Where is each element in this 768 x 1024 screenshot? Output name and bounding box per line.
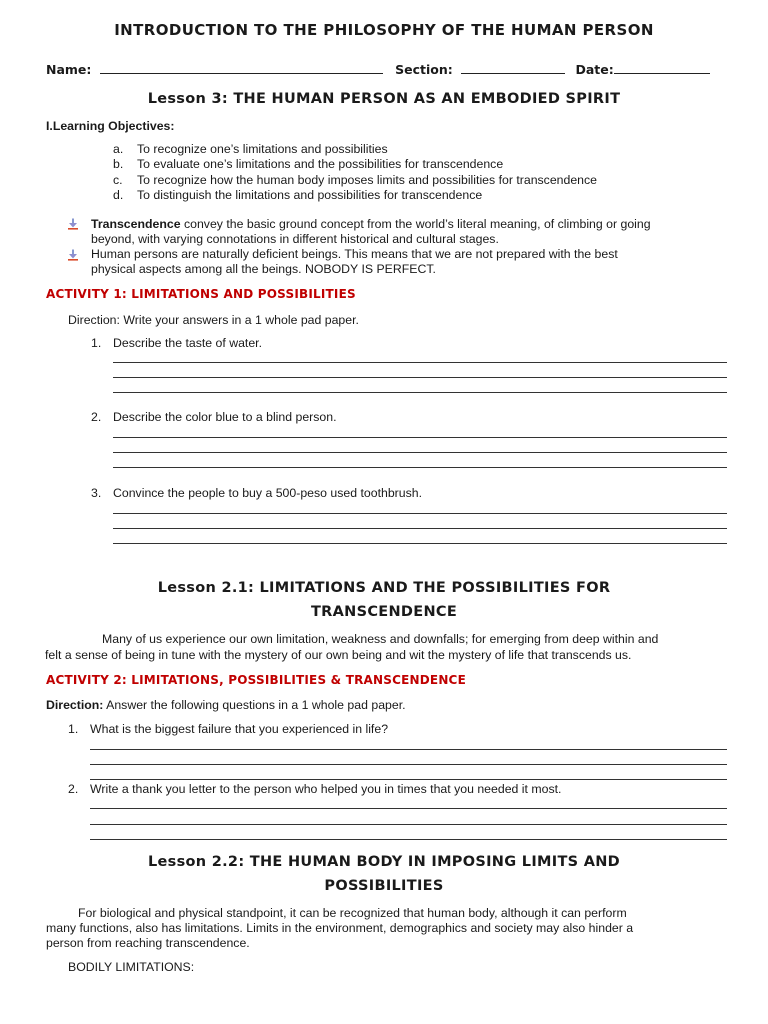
activity-1-item-question: Describe the taste of water. [113, 336, 263, 350]
answer-line [113, 377, 727, 378]
lesson-2-2-heading-line-2: POSSIBILITIES [324, 878, 444, 894]
document-title: INTRODUCTION TO THE PHILOSOPHY OF THE HUMAN PERSON [114, 21, 654, 39]
lesson-2-1-paragraph-line-1: Many of us experience our own limitation, weakness and downfalls; for emerging from deep within and [102, 632, 659, 646]
transcendence-definition: convey the basic ground concept from the world’s literal meaning, of climbing or going [180, 217, 651, 231]
answer-line [90, 824, 727, 825]
answer-line [90, 808, 727, 809]
answer-line [90, 764, 727, 765]
direction-label: Direction: [46, 698, 104, 712]
objective-text-c: To recognize how the human body imposes limits and possibilities for transcendence [137, 173, 598, 187]
lesson-2-2-paragraph-line-1: For biological and physical standpoint, it can be recognized that human body, although it can perform [78, 906, 627, 920]
lesson-3-prefix: Lesson 3: [147, 91, 228, 107]
direction-text: Answer the following questions in a 1 whole pad paper. [103, 698, 406, 712]
activity-1-item-number: 1. [91, 336, 102, 350]
objective-marker-d: d. [113, 188, 124, 202]
transcendence-paragraph-line-2: beyond, with varying connotations in different historical and cultural stages. [91, 232, 499, 246]
answer-line [113, 437, 727, 438]
date-blank [614, 73, 710, 74]
student-info-fields [46, 62, 710, 77]
lesson-2-2-paragraph-line-2: many functions, also has limitations. Limits in the environment, demographics and society may also hinder a [46, 921, 634, 935]
objective-text-a: To recognize one’s limitations and possibilities [137, 142, 388, 156]
answer-line [113, 452, 727, 453]
answer-line [90, 749, 727, 750]
activity-1-item-question: Describe the color blue to a blind person. [113, 410, 337, 424]
activity-1-direction: Direction: Write your answers in a 1 whole pad paper. [68, 313, 359, 327]
activity-1-item-number: 2. [91, 410, 102, 424]
answer-line [113, 543, 727, 544]
answer-line [90, 839, 727, 840]
answer-line [113, 528, 727, 529]
objective-marker-c: c. [113, 173, 123, 187]
activity-2-item-number: 1. [68, 722, 79, 736]
objective-marker-a: a. [113, 142, 124, 156]
lesson-2-1-heading-line-2: TRANSCENDENCE [310, 604, 458, 620]
transcendence-paragraph-line-1 [91, 217, 651, 231]
arrow-bullet-icon [67, 249, 79, 261]
bodily-limitations-label: BODILY LIMITATIONS: [68, 960, 195, 974]
activity-2-direction [46, 698, 406, 712]
objectives-heading: I.Learning Objectives: [46, 119, 175, 133]
activity-2-item-number: 2. [68, 782, 79, 796]
lesson-2-1-paragraph-line-2: felt a sense of being in tune with the mystery of our own being and wit the mystery of life that transcends us. [45, 648, 632, 662]
answer-line [113, 392, 727, 393]
answer-line [113, 513, 727, 514]
objective-text-d: To distinguish the limitations and possibilities for transcendence [137, 188, 483, 202]
date-label: Date: [575, 62, 614, 77]
name-label: Name: [46, 62, 92, 77]
answer-line [90, 779, 727, 780]
answer-line [113, 362, 727, 363]
lesson-2-2-heading-line-1: Lesson 2.2: THE HUMAN BODY IN IMPOSING LIMITS AND [147, 854, 621, 870]
lesson-3-heading [0, 87, 768, 111]
lesson-2-2-paragraph-line-3: person from reaching transcendence. [46, 936, 250, 950]
deficient-beings-line-2: physical aspects among all the beings. NOBODY IS PERFECT. [91, 262, 436, 276]
lesson-3-title: THE HUMAN PERSON AS AN EMBODIED SPIRIT [233, 91, 621, 107]
arrow-bullet-icon [67, 218, 79, 230]
lesson-2-1-heading-line-1: Lesson 2.1: LIMITATIONS AND THE POSSIBILITIES FOR [157, 580, 611, 596]
transcendence-term: Transcendence [91, 217, 181, 231]
activity-2-item-question: What is the biggest failure that you experienced in life? [90, 722, 389, 736]
activity-2-heading: ACTIVITY 2: LIMITATIONS, POSSIBILITIES & TRANSCENDENCE [46, 673, 466, 687]
objective-text-b: To evaluate one’s limitations and the possibilities for transcendence [137, 157, 504, 171]
activity-1-item-question: Convince the people to buy a 500-peso used toothbrush. [113, 486, 423, 500]
deficient-beings-line-1: Human persons are naturally deficient beings. This means that we are not prepared with the best [91, 247, 618, 261]
objective-marker-b: b. [113, 157, 124, 171]
activity-1-item-number: 3. [91, 486, 102, 500]
activity-1-heading: ACTIVITY 1: LIMITATIONS AND POSSIBILITIES [46, 287, 356, 301]
activity-2-item-question: Write a thank you letter to the person who helped you in times that you needed it most. [90, 782, 562, 796]
answer-line [113, 467, 727, 468]
name-blank [100, 73, 383, 74]
section-blank [461, 73, 565, 74]
section-label: Section: [395, 62, 453, 77]
